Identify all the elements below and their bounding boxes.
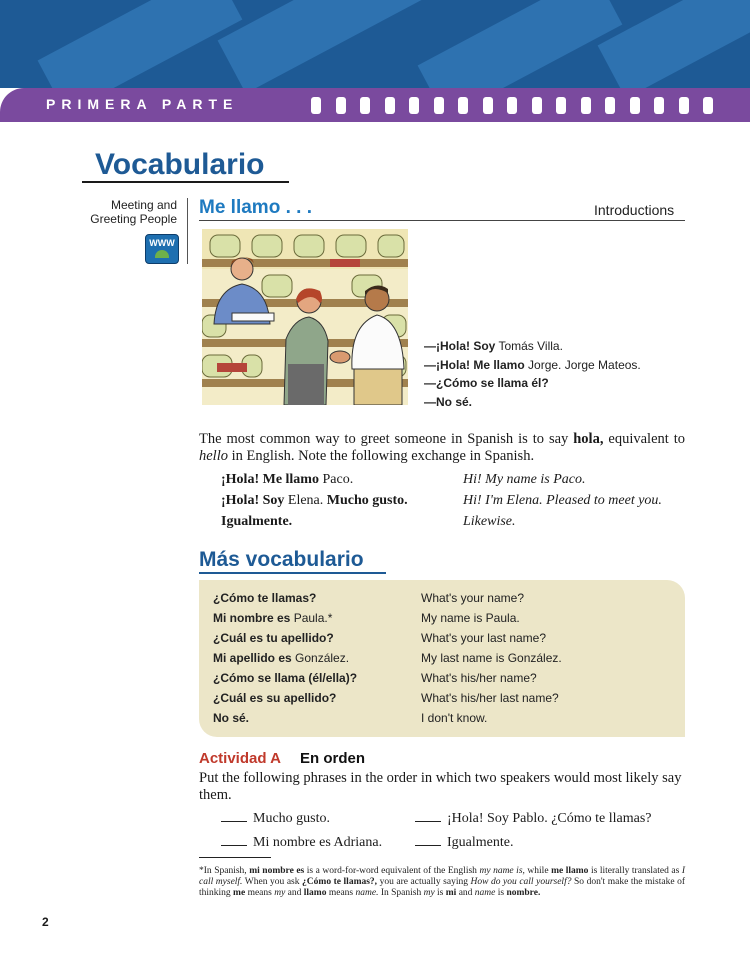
fn-bold: nombre. xyxy=(506,888,541,898)
activity-instructions: Put the following phrases in the order in which two speakers would most likely say them. xyxy=(199,770,682,803)
fn-italic: name xyxy=(474,888,496,898)
dialog-line xyxy=(424,395,472,409)
banner-decoration xyxy=(218,0,423,88)
fn-text: means xyxy=(245,888,275,898)
option-text: Mucho gusto. xyxy=(253,811,330,826)
activity-label: Actividad A xyxy=(199,750,281,767)
mas-vocabulario-rule xyxy=(199,572,386,574)
exchange-spanish xyxy=(221,493,408,509)
option-text: Igualmente. xyxy=(447,835,514,850)
dialog-bold: —No sé. xyxy=(424,395,473,409)
film-hole xyxy=(360,97,370,114)
vocab-text: González. xyxy=(291,651,350,665)
fn-italic: my xyxy=(423,888,435,898)
sidebar-label xyxy=(82,198,177,226)
film-hole xyxy=(336,97,346,114)
vocab-row-english: I don't know. xyxy=(421,711,488,725)
film-hole xyxy=(654,97,664,114)
fn-text: So don't make the mistake of thinking xyxy=(199,877,686,898)
answer-blank[interactable] xyxy=(221,821,247,822)
section-title-rule xyxy=(82,181,289,183)
activity-option[interactable] xyxy=(415,811,652,827)
film-hole xyxy=(532,97,542,114)
paragraph-bold: hola, xyxy=(573,431,604,447)
footnote-rule xyxy=(199,857,271,858)
activity-name: En orden xyxy=(300,750,366,767)
fn-text: and xyxy=(285,888,304,898)
fn-text: you are actually saying xyxy=(377,877,471,887)
film-hole xyxy=(385,97,395,114)
page-number: 2 xyxy=(42,915,49,929)
fn-text: and xyxy=(456,888,475,898)
exchange-bold: Mucho gusto. xyxy=(326,493,408,508)
globe-icon xyxy=(155,250,169,258)
vocab-bold: No sé. xyxy=(213,711,250,725)
exchange-english: Hi! My name is Paco. xyxy=(463,472,586,487)
banner-decoration xyxy=(598,0,750,88)
activity-option[interactable] xyxy=(221,835,382,851)
vocab-row-spanish xyxy=(213,671,357,685)
intro-paragraph xyxy=(199,431,685,465)
answer-blank[interactable] xyxy=(221,845,247,846)
footnote xyxy=(199,866,685,899)
fn-bold: ¿Cómo te llamas?, xyxy=(302,877,378,887)
classroom-illustration xyxy=(202,229,408,405)
fn-bold: llamo xyxy=(303,888,327,898)
fn-bold: mi nombre es xyxy=(249,866,305,876)
film-hole xyxy=(311,97,321,114)
film-hole xyxy=(483,97,493,114)
answer-blank[interactable] xyxy=(415,845,441,846)
fn-italic: How do you call yourself? xyxy=(470,877,572,887)
vocab-row-spanish xyxy=(213,591,316,605)
topic-label: Introductions xyxy=(594,202,675,218)
vocab-row-english: What's your last name? xyxy=(421,631,547,645)
film-hole xyxy=(581,97,591,114)
vocab-row-spanish xyxy=(213,691,336,705)
fn-italic: I call myself. xyxy=(199,866,686,887)
section-title: Vocabulario xyxy=(95,148,265,181)
exchange-english: Hi! I'm Elena. Pleased to meet you. xyxy=(463,493,662,508)
vocab-row-spanish xyxy=(213,651,349,665)
exchange-bold: ¡Hola! Me llamo xyxy=(221,472,319,487)
activity-option[interactable] xyxy=(415,835,513,851)
film-hole xyxy=(507,97,517,114)
vocab-bold: ¿Cómo se llama (él/ella)? xyxy=(213,671,358,685)
www-icon-text: WWW xyxy=(149,238,175,248)
fn-text: *In Spanish, xyxy=(199,866,250,876)
fn-text: while xyxy=(524,866,552,876)
film-hole xyxy=(409,97,419,114)
banner-decoration xyxy=(38,0,243,88)
dialog-line xyxy=(424,376,549,390)
part-label: PRIMERA PARTE xyxy=(46,96,239,112)
exchange-text: Paco. xyxy=(318,472,354,487)
vocab-row-english: My last name is González. xyxy=(421,651,562,665)
vocab-bold: Mi nombre es xyxy=(213,611,291,625)
exchange-bold: ¡Hola! Soy xyxy=(221,493,285,508)
vocab-row-spanish xyxy=(213,711,249,725)
paragraph-text: in English. Note the following exchange in Spanish. xyxy=(228,448,535,464)
film-hole xyxy=(458,97,468,114)
vocab-text: Paula.* xyxy=(290,611,333,625)
dialog-rest: Jorge. Jorge Mateos. xyxy=(524,358,641,372)
dialog-line xyxy=(424,358,641,372)
paragraph-text: equivalent to xyxy=(603,431,686,447)
fn-text: means xyxy=(326,888,356,898)
option-text: ¡Hola! Soy Pablo. ¿Cómo te llamas? xyxy=(447,811,652,826)
fn-text: is xyxy=(434,888,446,898)
exchange-spanish xyxy=(221,514,292,530)
fn-bold: mi xyxy=(445,888,457,898)
vocab-row-english: What's his/her last name? xyxy=(421,691,559,705)
vocab-row-english: What's his/her name? xyxy=(421,671,537,685)
fn-bold: me xyxy=(233,888,246,898)
option-text: Mi nombre es Adriana. xyxy=(253,835,383,850)
film-hole xyxy=(679,97,689,114)
me-llamo-heading: Me llamo . . . xyxy=(199,197,312,218)
fn-text: is a word-for-word equivalent of the English xyxy=(304,866,480,876)
sidebar-divider xyxy=(187,198,188,264)
dialog-bold: —¡Hola! Me llamo xyxy=(424,358,525,372)
exchange-spanish xyxy=(221,472,353,488)
exchange-english: Likewise. xyxy=(463,514,516,529)
vocab-row-spanish xyxy=(213,611,332,625)
vocab-bold: ¿Cómo te llamas? xyxy=(213,591,317,605)
heading-rule xyxy=(199,220,685,221)
vocab-row-english: My name is Paula. xyxy=(421,611,520,625)
vocab-bold: Mi apellido es xyxy=(213,651,292,665)
activity-option[interactable] xyxy=(221,811,330,827)
dialog-bold: —¿Cómo se llama él? xyxy=(424,376,549,390)
fn-italic: my name is, xyxy=(479,866,525,876)
fn-text: is xyxy=(495,888,507,898)
dialog-line xyxy=(424,339,563,353)
film-hole xyxy=(434,97,444,114)
film-hole xyxy=(605,97,615,114)
film-hole xyxy=(556,97,566,114)
paragraph-text: The most common way to greet someone in Spanish is to say xyxy=(199,431,574,447)
sidebar-label-line1: Meeting and xyxy=(110,198,177,212)
exchange-text: Elena. xyxy=(284,493,327,508)
vocab-bold: ¿Cuál es su apellido? xyxy=(213,691,337,705)
sidebar-label-line2: Greeting People xyxy=(90,212,177,226)
dialog-rest: Tomás Villa. xyxy=(495,339,563,353)
vocab-row-english: What's your name? xyxy=(421,591,525,605)
dialog-bold: —¡Hola! Soy xyxy=(424,339,496,353)
exchange-bold: Igualmente. xyxy=(221,514,293,529)
film-hole xyxy=(703,97,713,114)
fn-italic: name. xyxy=(355,888,379,898)
fn-text: is literally translated as xyxy=(588,866,682,876)
header-banner xyxy=(0,0,750,88)
vocab-bold: ¿Cuál es tu apellido? xyxy=(213,631,334,645)
banner-decoration xyxy=(418,0,623,88)
answer-blank[interactable] xyxy=(415,821,441,822)
fn-text: In Spanish xyxy=(378,888,424,898)
paragraph-italic: hello xyxy=(199,448,228,464)
mas-vocabulario-heading: Más vocabulario xyxy=(199,548,364,571)
film-hole xyxy=(630,97,640,114)
fn-text: When you ask xyxy=(242,877,303,887)
fn-bold: me llamo xyxy=(551,866,589,876)
www-icon[interactable] xyxy=(145,234,179,264)
vocab-row-spanish xyxy=(213,631,334,645)
fn-italic: my xyxy=(274,888,286,898)
